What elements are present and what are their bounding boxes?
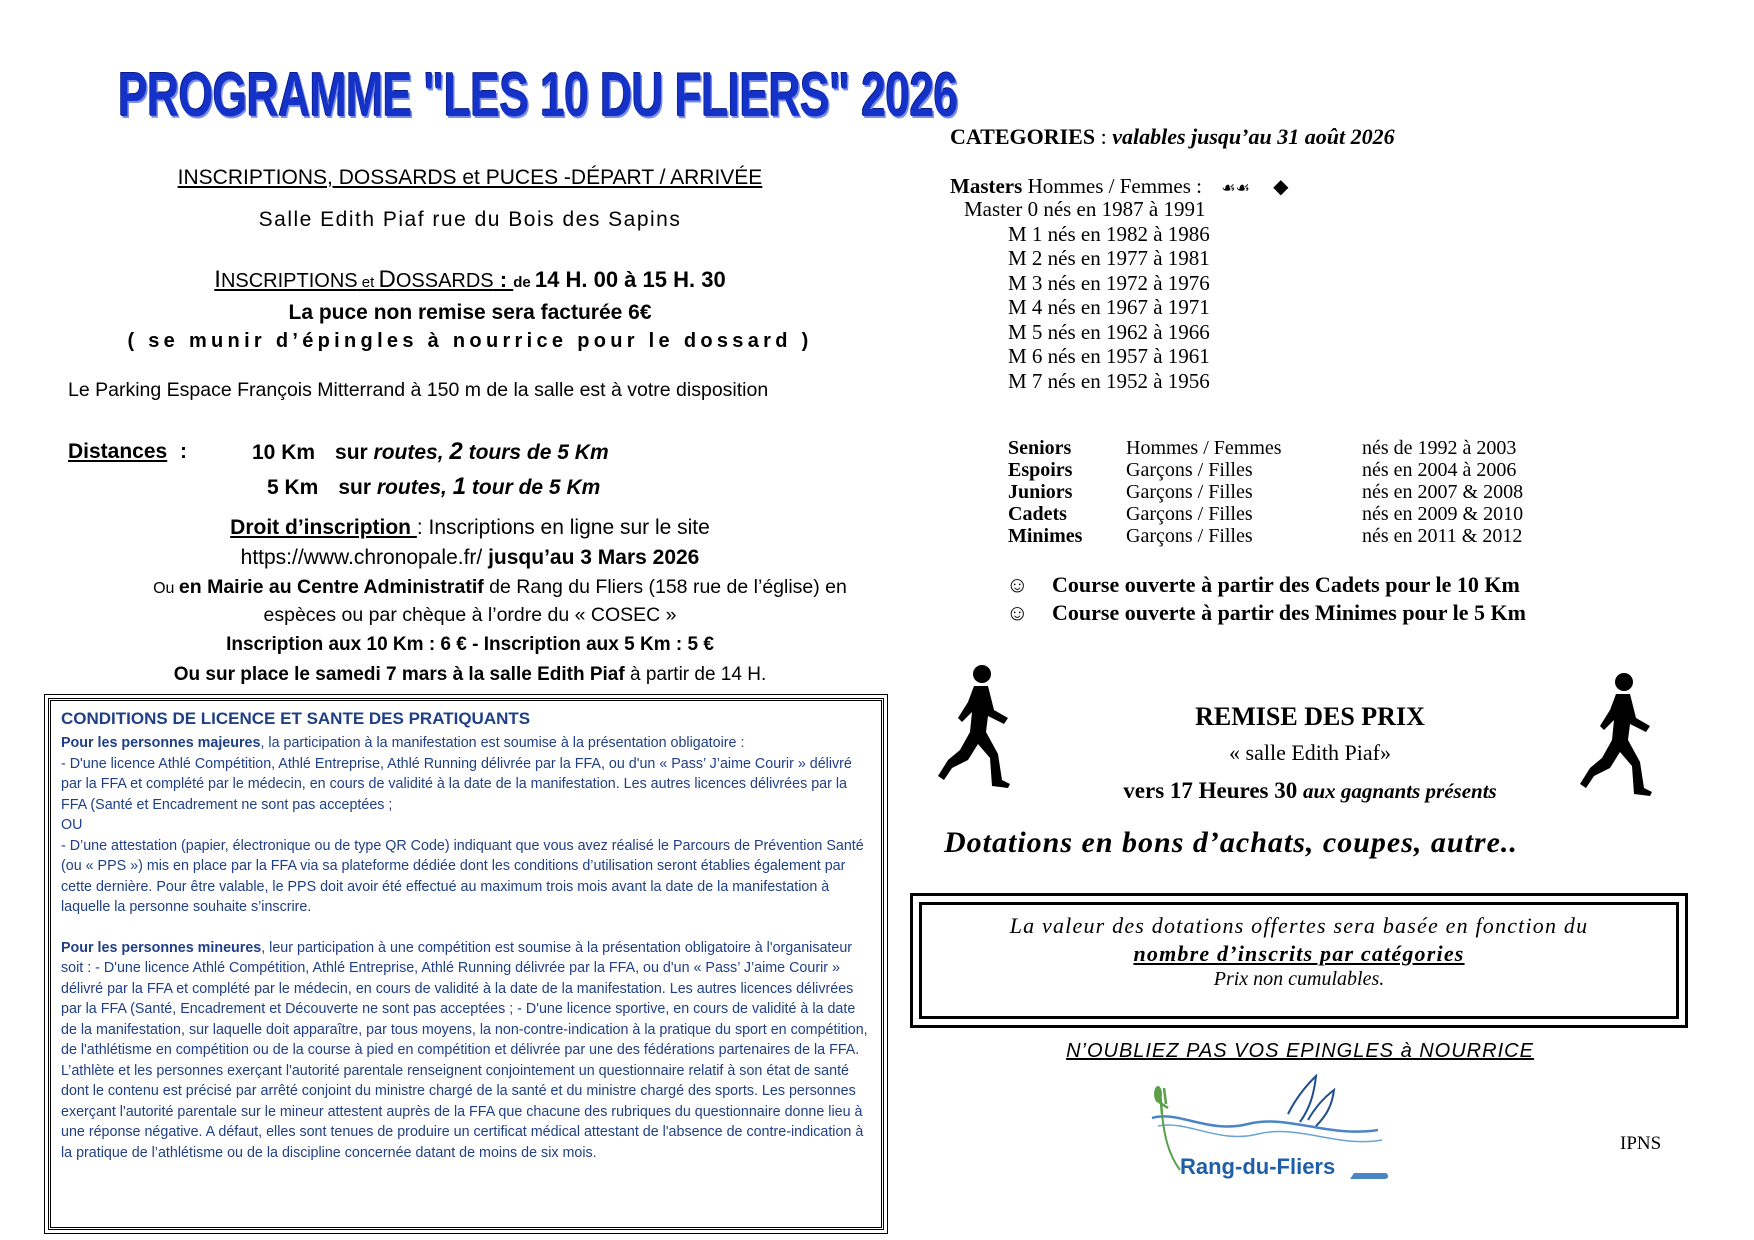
category-sex: Garçons / Filles xyxy=(1126,481,1253,503)
conditions-title: CONDITIONS DE LICENCE ET SANTE DES PRATIQUANTS xyxy=(61,709,531,728)
master-row: M 5 nés en 1962 à 1966 xyxy=(1008,320,1210,344)
category-sex: Garçons / Filles xyxy=(1126,503,1253,525)
smiley-icon: ☺ xyxy=(1006,572,1029,597)
distance-10km: 10 Km sur routes, 2 tours de 5 Km xyxy=(252,438,609,465)
course-10-open: Course ouverte à partir des Cadets pour le 10 Km xyxy=(1052,572,1520,597)
category-name: Seniors xyxy=(1008,437,1072,459)
category-name: Cadets xyxy=(1008,503,1067,525)
category-years: nés de 1992 à 2003 xyxy=(1362,437,1517,459)
master-row: M 1 nés en 1982 à 1986 xyxy=(1008,222,1210,246)
category-years: nés en 2011 & 2012 xyxy=(1362,525,1523,547)
valeur-line2: nombre d’inscrits par catégories xyxy=(1133,941,1465,966)
majeures-licence: - D'une licence Athlé Compétition, Athlé Entreprise, Athlé Running délivrée par la FFA, ou d'un « Pass’ J’aime Courir » délivré par la FFA et complété par le médecin, en cours de validité à la date de la manifestation. Les autres licences délivrées par la FFA (Santé et Encadrement ne sont pas acceptées ; xyxy=(61,755,852,813)
master-row: Master 0 nés en 1987 à 1991 xyxy=(964,197,1206,221)
chronopale-link[interactable]: https://www.chronopale.fr/ xyxy=(240,546,489,569)
inscriptions-dossards-line xyxy=(40,266,900,294)
course-5-open: Course ouverte à partir des Minimes pour le 5 Km xyxy=(1052,600,1526,625)
insc-dossards-label: INSCRIPTIONS et DOSSARDS : xyxy=(214,266,514,293)
category-years: nés en 2007 & 2008 xyxy=(1362,481,1524,503)
majeures-ou: OU xyxy=(61,817,83,833)
category-years: nés en 2004 à 2006 xyxy=(1362,459,1517,481)
insc-de: de xyxy=(513,274,535,291)
runner-left-icon xyxy=(938,662,1014,790)
train-icon xyxy=(1348,1170,1392,1182)
dotations-line: Dotations en bons d’achats, coupes, autre.. xyxy=(944,826,1518,859)
mairie-line: Ou en Mairie au Centre Administratif de Rang du Fliers (158 rue de l’église) en xyxy=(153,576,847,598)
droit-url-line: https://www.chronopale.fr/ jusqu’au 3 Mars 2026 xyxy=(240,546,700,569)
category-name: Minimes xyxy=(1008,525,1083,547)
epingles-reminder: N’OUBLIEZ PAS VOS EPINGLES à NOURRICE xyxy=(1066,1040,1534,1062)
masters-header: Masters Hommes / Femmes : ☙☙ ◆ xyxy=(950,174,1289,198)
conditions-box xyxy=(48,698,884,1230)
rang-du-fliers-logo xyxy=(1138,1074,1398,1192)
valeur-line1: La valeur des dotations offertes sera basée en fonction du xyxy=(1009,913,1589,938)
masters-symbol-icon: ☙☙ xyxy=(1221,180,1250,197)
smiley-icon: ☺ xyxy=(1006,600,1029,625)
page-title: PROGRAMME "LES 10 DU FLIERS" 2026 xyxy=(118,61,958,130)
category-name: Juniors xyxy=(1008,481,1073,503)
insc-hours: 14 H. 00 à 15 H. 30 xyxy=(534,267,726,292)
ipns-label: IPNS xyxy=(1620,1133,1662,1154)
distances-colon: : xyxy=(180,440,187,463)
majeures-intro: Pour les personnes majeures, la participation à la manifestation est soumise à la présentation obligatoire : xyxy=(61,735,745,751)
epingles-notice: ( se munir d’épingles à nourrice pour le dossard ) xyxy=(127,330,813,352)
master-row: M 7 nés en 1952 à 1956 xyxy=(1008,369,1210,393)
master-row: M 2 nés en 1977 à 1981 xyxy=(1008,246,1210,270)
remise-time-line: vers 17 Heures 30 aux gagnants présents xyxy=(1123,778,1497,803)
tarifs-line: Inscription aux 10 Km : 6 € - Inscription aux 5 Km : 5 € xyxy=(226,634,714,655)
remise-salle: « salle Edith Piaf» xyxy=(1229,740,1391,765)
athlete-text: L’athlète et les personnes exerçant l'autorité parentale renseignent conjointement un questionnaire relatif à son état de santé dont le contenu est précisé par arrêté conjoint du ministre chargé de la santé et du ministre chargé des sports. Les personnes exerçant l'autorité parentale sur le mineur attestent auprès de la FFA que chacune des rubriques du questionnaire donne lieu à une réponse négative. A défaut, elles sont tenues de produire un certificat médical attestant de l'absence de contre-indication à la pratique de l’athlétisme ou de la discipline concernée datant de moins de six mois. xyxy=(61,1062,864,1161)
distance-5km: 5 Km sur routes, 1 tour de 5 Km xyxy=(267,473,601,500)
category-sex: Hommes / Femmes xyxy=(1126,437,1282,459)
droit-label: Droit d’inscription xyxy=(230,516,417,539)
distances-label: Distances xyxy=(68,440,168,463)
category-sex: Garçons / Filles xyxy=(1126,459,1253,481)
category-years: nés en 2009 & 2010 xyxy=(1362,503,1524,525)
mineures-text: Pour les personnes mineures, leur participation à une compétition est soumise à la présentation obligatoire à l'organisateur soit : - D'une licence Athlé Compétition, Athlé Entreprise, Athlé Running délivrée par la FFA, ou d'un « Pass’ J’aime Courir » délivré par la FFA et complété par le médecin, en cours de validité à la date de la manifestation. Les autres licences délivrées par la FFA (Santé, Encadrement et Découverte ne sont pas acceptées ; - D'une licence sportive, en cours de validité à la date de la manifestation, sur laquelle doit apparaître, par tous moyens, la non-contre-indication à la pratique du sport en compétition, de l'athlétisme en compétition ou de la course à pied en compétition et délivrée par une des fédérations partenaires de la FFA. xyxy=(61,939,868,1058)
master-row: M 3 nés en 1972 à 1976 xyxy=(1008,271,1210,295)
droit-inscription-line: Droit d’inscription : Inscriptions en ligne sur le site xyxy=(230,516,710,539)
inscriptions-heading-text: INSCRIPTIONS, DOSSARDS et PUCES -DÉPART / ARRIVÉE xyxy=(177,166,763,189)
valeur-line3: Prix non cumulables. xyxy=(1213,968,1385,990)
valeur-box xyxy=(910,893,1688,1028)
puce-notice: La puce non remise sera facturée 6€ xyxy=(288,301,652,324)
especes-line: espèces ou par chèque à l’ordre du « COSEC » xyxy=(263,604,677,626)
remise-title: REMISE DES PRIX xyxy=(1195,702,1425,731)
logo-text: Rang-du-Fliers xyxy=(1180,1154,1336,1179)
salle-address: Salle Edith Piaf rue du Bois des Sapins xyxy=(258,208,682,231)
master-row: M 4 nés en 1967 à 1971 xyxy=(1008,295,1210,319)
sur-place-line: Ou sur place le samedi 7 mars à la salle Edith Piaf à partir de 14 H. xyxy=(173,664,767,685)
master-row: M 6 nés en 1957 à 1961 xyxy=(1008,344,1210,368)
category-name: Espoirs xyxy=(1008,459,1073,481)
diamond-icon: ◆ xyxy=(1273,176,1289,198)
category-sex: Garçons / Filles xyxy=(1126,525,1253,547)
categories-heading: CATEGORIES : valables jusqu’au 31 août 2026 xyxy=(950,124,1395,149)
inscriptions-heading xyxy=(40,166,900,190)
majeures-attestation: - D’une attestation (papier, électronique ou de type QR Code) indiquant que vous avez réalisé le Parcours de Prévention Santé (ou « PPS ») mis en place par la FFA via sa plateforme dédiée dont les conditions d’utilisation seront établies également par cette dernière. Pour être valable, le PPS doit avoir été effectué au maximum trois mois avant la date de la manifestation à laquelle la personne souhaite s’inscrire. xyxy=(61,837,864,915)
parking-info: Le Parking Espace François Mitterrand à 150 m de la salle est à votre disposition xyxy=(68,379,769,401)
